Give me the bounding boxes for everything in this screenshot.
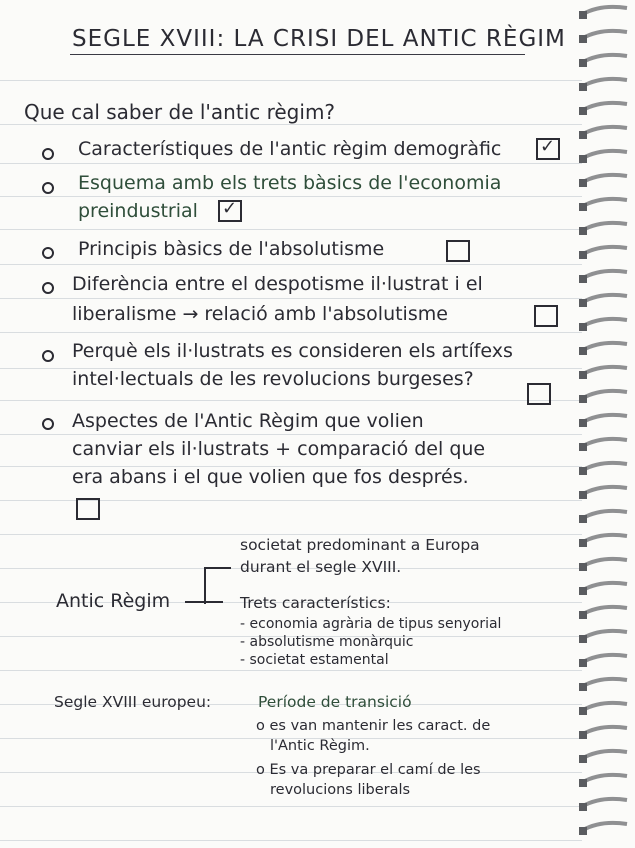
spiral-hole [579,179,587,187]
section-question: Que cal saber de l'antic règim? [24,100,336,124]
spiral-ring [583,127,627,134]
title-underline [70,54,525,55]
spiral-ring [583,367,627,374]
spiral-ring [583,823,627,830]
spiral-ring [583,511,627,518]
spiral-ring [583,727,627,734]
item-line: Perquè els il·lustrats es consideren els artífexs [72,340,513,362]
ruled-line [0,80,582,81]
item-line: Principis bàsics de l'absolutisme [78,238,385,260]
spiral-hole [579,203,587,211]
ruled-line [0,163,582,164]
spiral-ring [583,79,627,86]
spiral-ring [583,343,627,350]
spiral-hole [579,155,587,163]
spiral-hole [579,563,587,571]
spiral-ring [583,391,627,398]
spiral-hole [579,35,587,43]
spiral-hole [579,371,587,379]
ruled-line [0,534,582,535]
spiral-hole [579,755,587,763]
item-line: Esquema amb els trets bàsics de l'economia [78,172,502,194]
ruled-line [0,298,582,299]
spiral-hole [579,83,587,91]
spiral-hole [579,443,587,451]
ruled-line [0,196,582,197]
bullet-icon [42,282,54,294]
spiral-hole [579,659,587,667]
checkbox-empty[interactable] [534,305,558,327]
trait-item: - economia agrària de tipus senyorial [240,616,502,632]
spiral-ring [583,319,627,326]
spiral-ring [583,31,627,38]
item-line: Aspectes de l'Antic Règim que volien [72,410,424,432]
spiral-ring [583,151,627,158]
spiral-hole [579,395,587,403]
spiral-ring [583,271,627,278]
segle-label: Segle XVIII europeu: [54,693,212,711]
spiral-ring [583,463,627,470]
ruled-line [0,840,582,841]
item-line: preindustrial [78,200,198,222]
bullet-icon [42,418,54,430]
spiral-hole [579,347,587,355]
ruled-line [0,332,582,333]
spiral-ring [583,775,627,782]
spiral-ring [583,487,627,494]
spiral-ring [583,103,627,110]
spiral-ring [583,7,627,14]
spiral-ring [583,799,627,806]
spiral-ring [583,679,627,686]
segle-point: l'Antic Règim. [270,738,370,754]
spiral-hole [579,275,587,283]
spiral-ring [583,199,627,206]
spiral-ring [583,55,627,62]
spiral-ring [583,583,627,590]
spiral-ring [583,703,627,710]
page-title: SEGLE XVIII: LA CRISI DEL ANTIC RÈGIM [72,26,566,52]
spiral-hole [579,467,587,475]
ruled-line [0,400,582,401]
spiral-ring [583,175,627,182]
ruled-line [0,229,582,230]
item-line: canviar els il·lustrats + comparació del que [72,438,486,460]
segle-point: o es van mantenir les caract. de [256,718,491,734]
brace-connector [185,560,245,650]
spiral-ring [583,415,627,422]
spiral-hole [579,683,587,691]
spiral-hole [579,803,587,811]
spiral-hole [579,731,587,739]
spiral-hole [579,11,587,19]
antic-regim-definition: societat predominant a Europa [240,536,480,554]
checkbox-empty[interactable] [527,383,551,405]
spiral-ring [583,655,627,662]
segle-heading: Període de transició [258,693,412,711]
spiral-hole [579,227,587,235]
checkbox-empty[interactable] [76,498,100,520]
spiral-ring [583,607,627,614]
item-line: liberalisme → relació amb l'absolutisme [72,303,448,325]
trait-item: - societat estamental [240,652,389,668]
spiral-ring [583,751,627,758]
spiral-hole [579,107,587,115]
spiral-hole [579,539,587,547]
spiral-hole [579,779,587,787]
bullet-icon [42,350,54,362]
item-line: Diferència entre el despotisme il·lustrat i el [72,273,483,295]
ruled-line [0,434,582,435]
spiral-hole [579,323,587,331]
spiral-hole [579,635,587,643]
traits-heading: Trets característics: [240,594,391,612]
segle-point: o Es va preparar el camí de les [256,762,481,778]
spiral-hole [579,611,587,619]
spiral-hole [579,707,587,715]
spiral-ring [583,631,627,638]
ruled-line [0,806,582,807]
spiral-ring [583,223,627,230]
checkbox-checked[interactable] [218,200,242,222]
spiral-binding [577,0,635,848]
antic-regim-definition: durant el segle XVIII. [240,558,402,576]
antic-regim-label: Antic Règim [56,590,171,612]
ruled-line [0,264,582,265]
spiral-ring [583,247,627,254]
spiral-ring [583,439,627,446]
spiral-ring [583,559,627,566]
segle-point: revolucions liberals [270,782,411,798]
spiral-ring [583,535,627,542]
bullet-icon [42,247,54,259]
spiral-hole [579,491,587,499]
item-line: intel·lectuals de les revolucions burgeses? [72,368,474,390]
bullet-icon [42,182,54,194]
item-line: era abans i el que volien que fos després. [72,466,469,488]
item-line: Característiques de l'antic règim demogràfic [78,138,502,160]
spiral-hole [579,827,587,835]
spiral-hole [579,59,587,67]
spiral-hole [579,587,587,595]
checkbox-empty[interactable] [446,240,470,262]
trait-item: - absolutisme monàrquic [240,634,414,650]
ruled-line [0,670,582,671]
spiral-hole [579,515,587,523]
spiral-hole [579,251,587,259]
spiral-hole [579,131,587,139]
spiral-hole [579,419,587,427]
checkbox-checked[interactable] [536,138,560,160]
bullet-icon [42,148,54,160]
spiral-ring [583,295,627,302]
spiral-hole [579,299,587,307]
ruled-line [0,124,582,125]
